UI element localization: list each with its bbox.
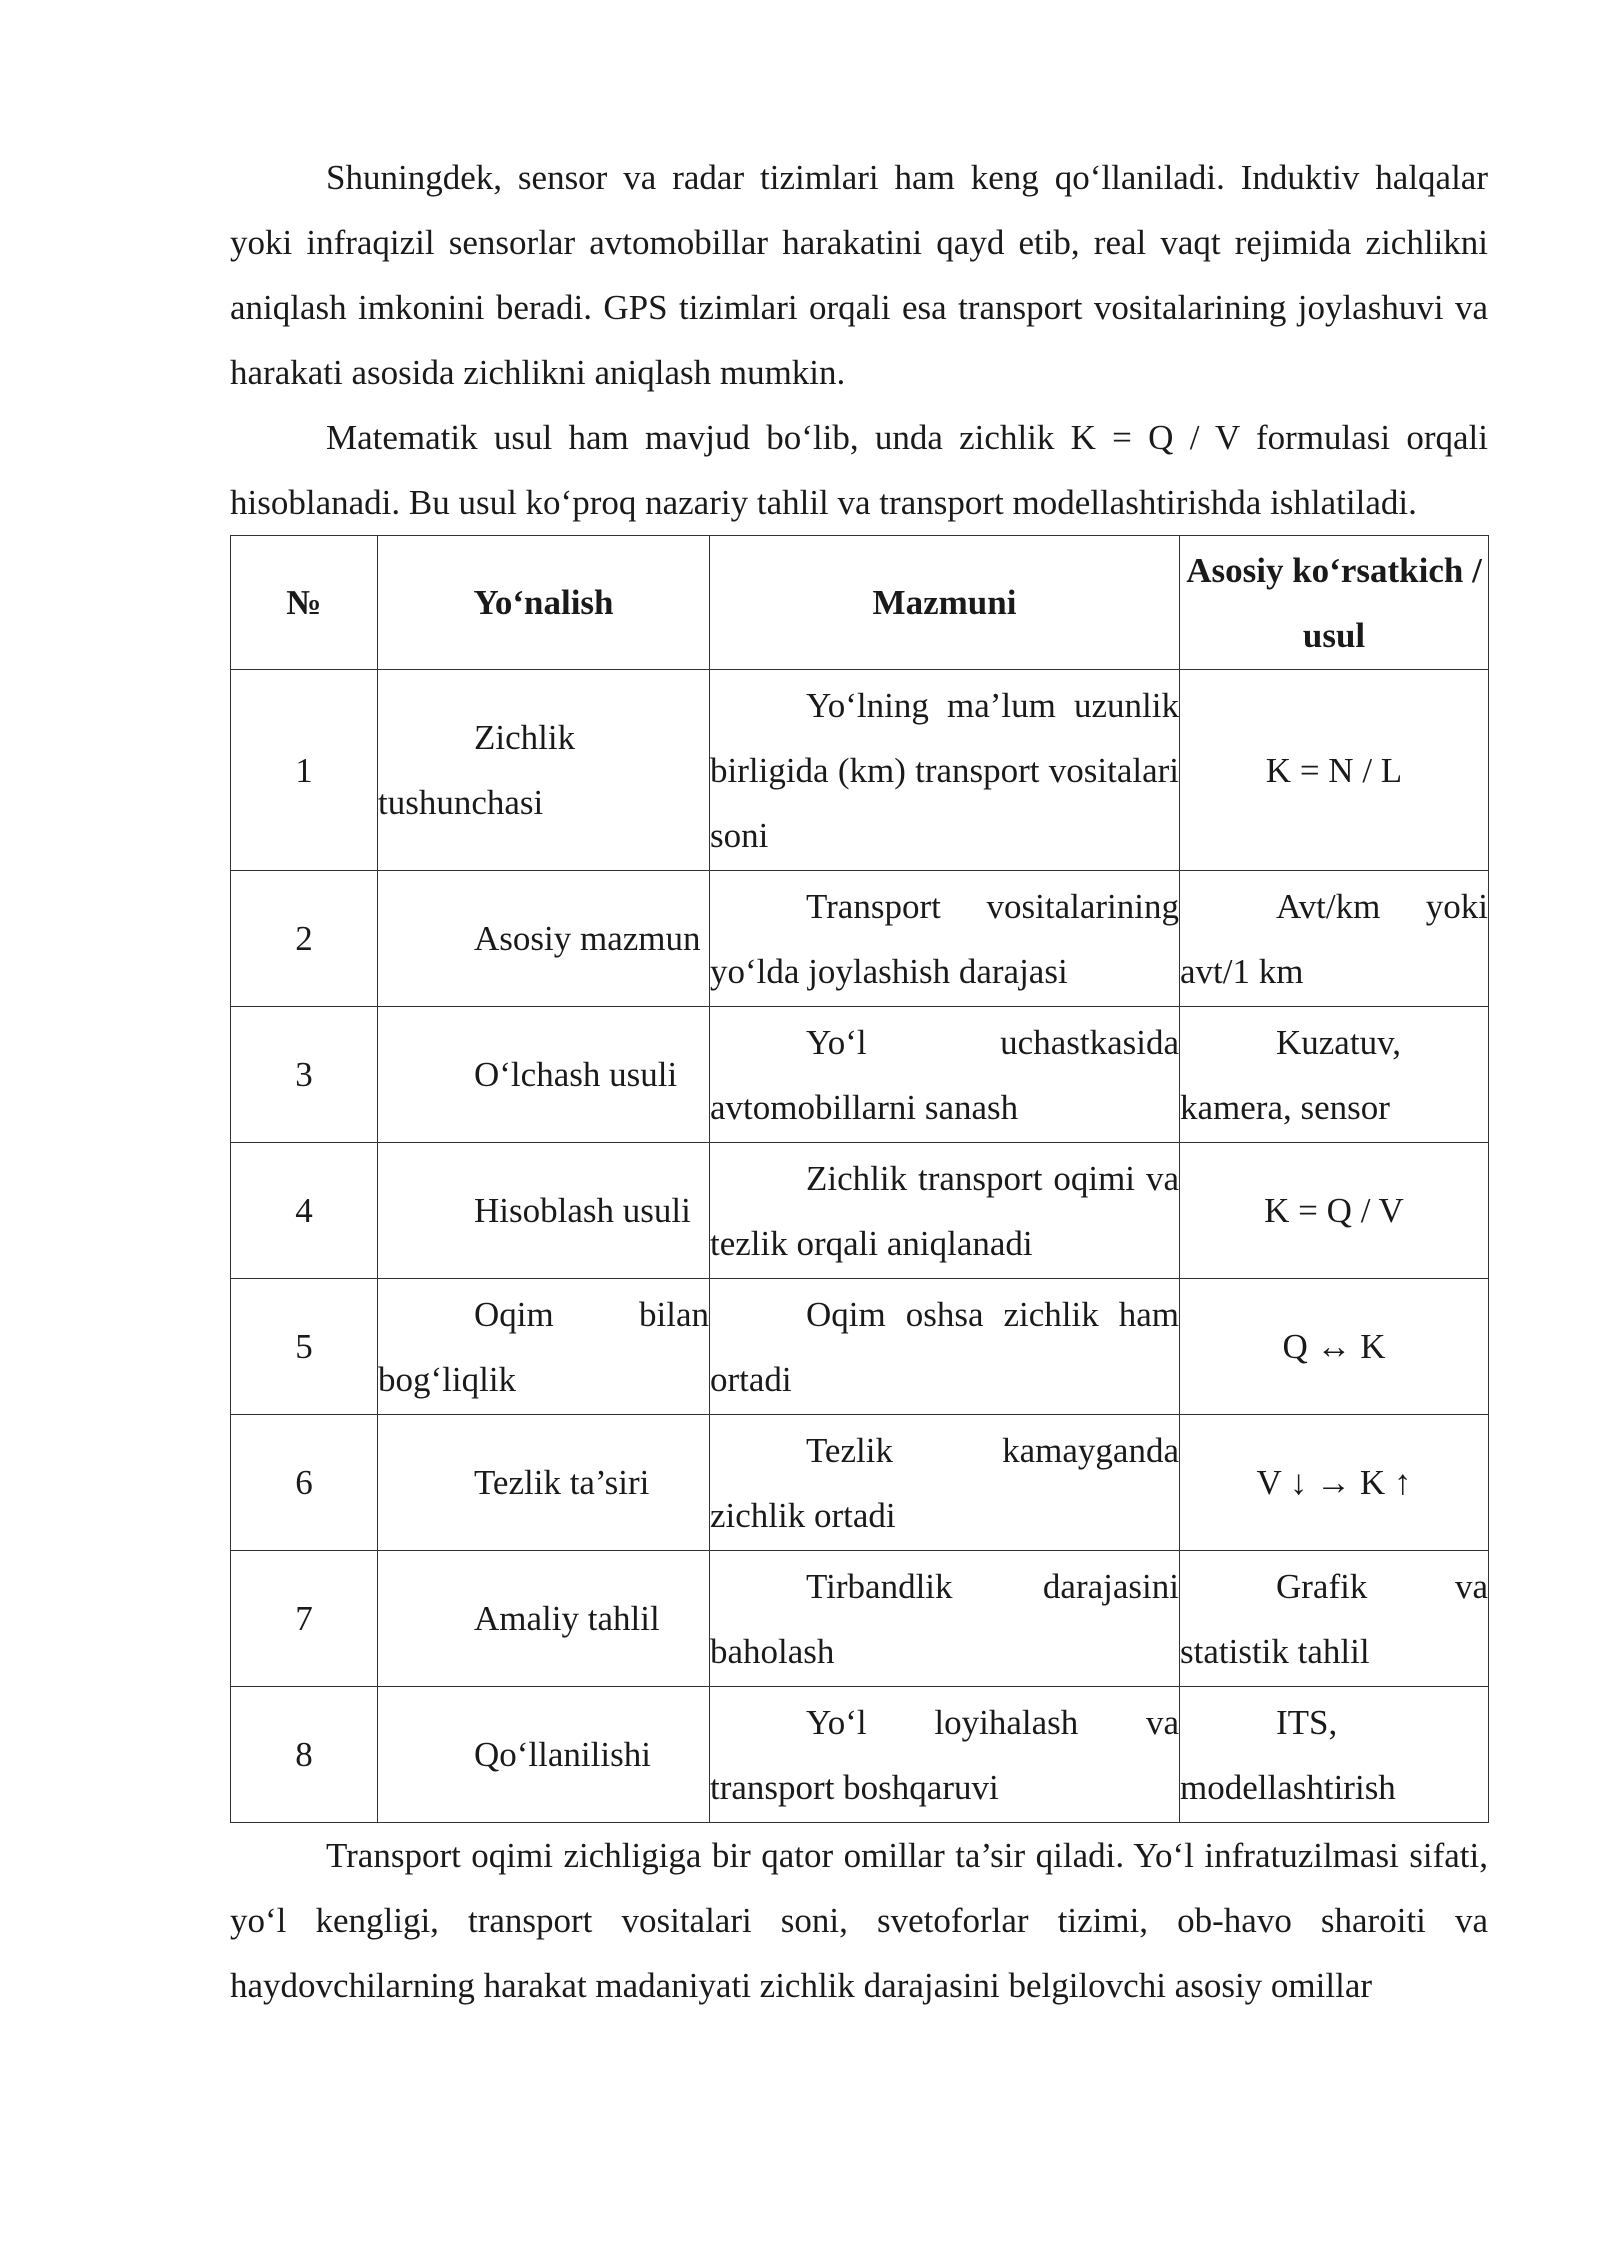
table-header-row xyxy=(231,536,1489,670)
table-row xyxy=(231,1415,1489,1551)
row-number: 3 xyxy=(231,1007,378,1143)
table-row xyxy=(231,1279,1489,1415)
row-number: 2 xyxy=(231,871,378,1007)
row-direction: Oqim bilan bog‘liqlik xyxy=(378,1279,710,1415)
paragraph-math-method: Matematik usul ham mavjud bo‘lib, unda zichlik K = Q / V formulasi orqali hisoblanadi. Bu usul ko‘proq nazariy tahlil va transport modellashtirishda ishlatiladi. xyxy=(230,418,1488,522)
table-row xyxy=(231,670,1489,871)
row-indicator: ITS, modellashtirish xyxy=(1180,1687,1489,1823)
row-direction: Qo‘llanilishi xyxy=(378,1687,710,1823)
header-indicator: Asosiy ko‘rsatkich / usul xyxy=(1180,536,1489,670)
row-indicator: Avt/km yoki avt/1 km xyxy=(1180,871,1489,1007)
row-direction: Hisoblash usuli xyxy=(378,1143,710,1279)
row-number: 7 xyxy=(231,1551,378,1687)
row-indicator: K = N / L xyxy=(1180,670,1489,871)
table-row xyxy=(231,871,1489,1007)
row-number: 4 xyxy=(231,1143,378,1279)
row-number: 5 xyxy=(231,1279,378,1415)
row-indicator: Grafik va statistik tahlil xyxy=(1180,1551,1489,1687)
row-content: Zichlik transport oqimi va tezlik orqali aniqlanadi xyxy=(710,1143,1180,1279)
density-table xyxy=(230,535,1489,1823)
row-indicator: Q ↔ K xyxy=(1180,1279,1489,1415)
table-row xyxy=(231,1687,1489,1823)
document-page xyxy=(230,145,1488,2018)
row-content: Yo‘lning ma’lum uzunlik birligida (km) transport vositalari soni xyxy=(710,670,1180,871)
row-direction: O‘lchash usuli xyxy=(378,1007,710,1143)
row-direction: Amaliy tahlil xyxy=(378,1551,710,1687)
row-content: Oqim oshsa zichlik ham ortadi xyxy=(710,1279,1180,1415)
header-number: № xyxy=(231,536,378,670)
row-content: Tezlik kamayganda zichlik ortadi xyxy=(710,1415,1180,1551)
row-number: 6 xyxy=(231,1415,378,1551)
row-direction: Asosiy mazmun xyxy=(378,871,710,1007)
header-direction: Yo‘nalish xyxy=(378,536,710,670)
table-row xyxy=(231,1551,1489,1687)
row-indicator: V ↓ → K ↑ xyxy=(1180,1415,1489,1551)
row-content: Yo‘l uchastkasida avtomobillarni sanash xyxy=(710,1007,1180,1143)
row-number: 8 xyxy=(231,1687,378,1823)
row-indicator: K = Q / V xyxy=(1180,1143,1489,1279)
table-row xyxy=(231,1007,1489,1143)
row-number: 1 xyxy=(231,670,378,871)
paragraph-factors: Transport oqimi zichligiga bir qator omillar ta’sir qiladi. Yo‘l infratuzilmasi sifati, yo‘l kengligi, transport vositalari soni, svetoforlar tizimi, ob-havo sharoiti va haydovchilarning harakat madaniyati zichlik darajasini belgilovchi asosiy omillar xyxy=(230,1836,1488,2005)
paragraph-sensors: Shuningdek, sensor va radar tizimlari ham keng qo‘llaniladi. Induktiv halqalar yoki infraqizil sensorlar avtomobillar harakatini qayd etib, real vaqt rejimida zichlikni aniqlash imkonini beradi. GPS tizimlari orqali esa transport vositalarining joylashuvi va harakati asosida zichlikni aniqlash mumkin. xyxy=(230,158,1488,392)
table-row xyxy=(231,1143,1489,1279)
row-content: Tirbandlik darajasini baholash xyxy=(710,1551,1180,1687)
row-direction: Zichlik tushunchasi xyxy=(378,670,710,871)
row-content: Yo‘l loyihalash va transport boshqaruvi xyxy=(710,1687,1180,1823)
row-direction: Tezlik ta’siri xyxy=(378,1415,710,1551)
header-content: Mazmuni xyxy=(710,536,1180,670)
row-indicator: Kuzatuv, kamera, sensor xyxy=(1180,1007,1489,1143)
row-content: Transport vositalarining yo‘lda joylashish darajasi xyxy=(710,871,1180,1007)
